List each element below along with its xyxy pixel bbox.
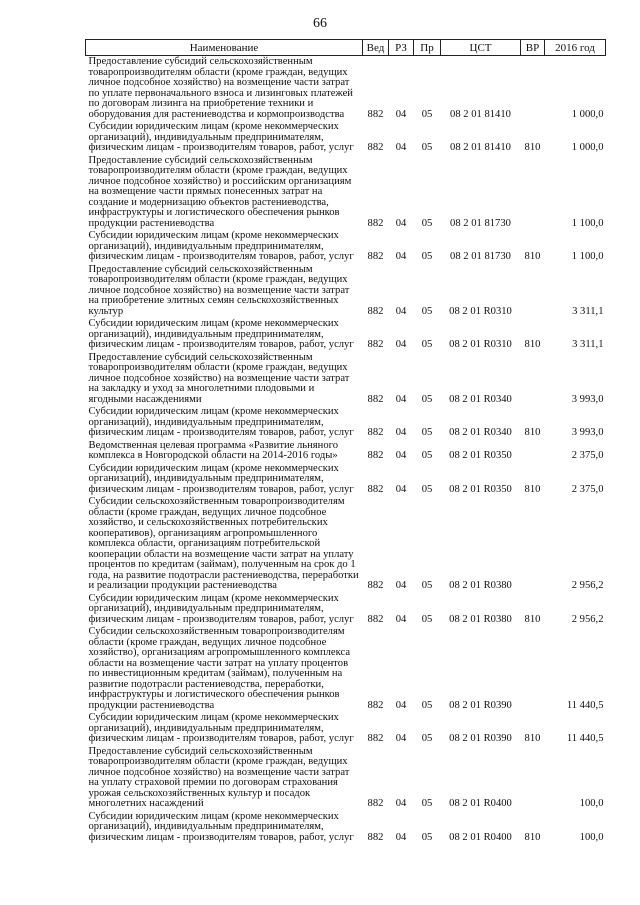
row-amount: 100,0 <box>579 798 604 809</box>
row-name: Субсидии юридическим лицам (кроме некоммерческих организаций), индивидуальным предпринимателям, физическим лицам - производителям товаров, работ, услуг <box>88 592 354 625</box>
row-vr: 810 <box>524 613 541 625</box>
row-pr: 05 <box>421 251 433 262</box>
row-amount: 3 311,1 <box>572 305 604 317</box>
header-name: Наименование <box>86 40 363 56</box>
row-pr: 05 <box>421 142 433 153</box>
row-pr: 05 <box>421 108 433 120</box>
table-row <box>86 440 606 463</box>
row-rz: 04 <box>395 483 407 495</box>
row-pr: 05 <box>421 613 433 625</box>
row-name: Субсидии сельскохозяйственным товаропроизводителям области (кроме граждан, ведущих личное подсобное хозяйство, и сельскохозяйственных потребительских кооперативов), организациям агропромышленного комплекса области, организациям потребительской кооперации области на возмещение части затрат на уплату процентов по кредитам (займам), полученным на срок до 1 года, на развитие подотрасли растениеводства, переработки и реализации продукции растениеводства <box>88 496 359 591</box>
budget-table <box>85 39 606 844</box>
row-rz: 04 <box>395 142 407 153</box>
row-rz: 04 <box>395 427 407 438</box>
row-name: Субсидии юридическим лицам (кроме некоммерческих организаций), индивидуальным предпринимателям, физическим лицам - производителям товаров, работ, услуг <box>88 121 354 153</box>
row-vr <box>521 56 545 122</box>
row-rz: 04 <box>395 339 407 350</box>
table-row <box>86 121 606 155</box>
row-cst: 08 2 01 R0400 <box>449 831 512 843</box>
row-cst: 08 2 01 R0380 <box>449 580 512 591</box>
row-vr: 810 <box>524 339 541 350</box>
row-name: Ведомственная целевая программа «Развитие льняного комплекса в Новгородской области на 2014-2016 годы» <box>88 439 338 461</box>
row-cst: 08 2 01 R0310 <box>449 339 512 350</box>
table-row <box>86 406 606 440</box>
row-cst: 08 2 01 81730 <box>450 251 511 262</box>
row-cst: 08 2 01 81730 <box>450 217 511 229</box>
row-ved: 882 <box>367 798 384 809</box>
row-ved: 882 <box>367 217 384 229</box>
row-pr: 05 <box>421 580 433 591</box>
row-ved: 882 <box>367 613 384 625</box>
row-rz: 04 <box>395 733 407 744</box>
header-year: 2016 год <box>545 40 606 56</box>
row-amount: 2 956,2 <box>571 613 604 625</box>
row-pr: 05 <box>421 450 433 461</box>
row-vr <box>521 440 545 463</box>
row-amount: 3 311,1 <box>572 339 604 350</box>
row-vr: 810 <box>524 142 541 153</box>
row-pr: 05 <box>421 305 433 317</box>
row-amount: 1 000,0 <box>571 142 604 153</box>
row-amount: 11 440,5 <box>566 733 604 744</box>
row-vr <box>521 496 545 593</box>
table-row <box>86 626 606 712</box>
row-rz: 04 <box>395 580 407 591</box>
row-amount: 1 000,0 <box>571 108 604 120</box>
row-rz: 04 <box>395 699 407 711</box>
header-ved: Вед <box>363 40 389 56</box>
table-row <box>86 264 606 319</box>
row-ved: 882 <box>367 339 384 350</box>
row-name: Предоставление субсидий сельскохозяйственным товаропроизводителям области (кроме граждан, ведущих личное подсобное хозяйство) на возмещение части затрат по уплате первоначального взноса и лизинговых платежей по договорам лизинга на приобретение техники и оборудования для растениеводства и кормопроизводства <box>88 56 353 120</box>
table-row <box>86 746 606 811</box>
header-vr: ВР <box>521 40 545 56</box>
row-ved: 882 <box>367 251 384 262</box>
row-ved: 882 <box>367 393 384 405</box>
row-vr <box>521 352 545 407</box>
row-cst: 08 2 01 R0350 <box>449 450 512 461</box>
row-ved: 882 <box>367 108 384 120</box>
header-rz: РЗ <box>389 40 414 56</box>
row-ved: 882 <box>367 733 384 744</box>
row-name: Предоставление субсидий сельскохозяйственным товаропроизводителям области (кроме граждан, ведущих личное подсобное хозяйство) на возмещение части затрат на приобретение элитных семян сельскохозяйственных культур <box>88 263 350 317</box>
row-amount: 2 375,0 <box>571 450 604 461</box>
row-pr: 05 <box>421 831 433 843</box>
row-cst: 08 2 01 R0400 <box>449 798 512 809</box>
row-ved: 882 <box>367 699 384 711</box>
row-name: Субсидии юридическим лицам (кроме некоммерческих организаций), индивидуальным предпринимателям, физическим лицам - производителям товаров, работ, услуг <box>88 712 354 744</box>
row-rz: 04 <box>395 305 407 317</box>
row-name: Предоставление субсидий сельскохозяйственным товаропроизводителям области (кроме граждан, ведущих личное подсобное хозяйство) на возмещение части затрат на закладку и уход за многолетними плодовыми и ягодными насаждениями <box>88 351 350 405</box>
row-amount: 3 993,0 <box>571 393 604 405</box>
row-ved: 882 <box>367 483 384 495</box>
row-name: Предоставление субсидий сельскохозяйственным товаропроизводителям области (кроме граждан, ведущих личное подсобное хозяйство) на возмещение части затрат на уплату страховой премии по договорам страхования урожая сельскохозяйственных культур и посадок многолетних насаждений <box>88 745 350 809</box>
row-name: Субсидии юридическим лицам (кроме некоммерческих организаций), индивидуальным предпринимателям, физическим лицам - производителям товаров, работ, услуг <box>88 462 354 495</box>
row-vr: 810 <box>524 483 541 495</box>
row-name: Субсидии юридическим лицам (кроме некоммерческих организаций), индивидуальным предпринимателям, физическим лицам - производителям товаров, работ, услуг <box>88 810 354 843</box>
row-vr <box>521 746 545 811</box>
row-name: Предоставление субсидий сельскохозяйственным товаропроизводителям области (кроме граждан, ведущих личное подсобное хозяйство) и российским организациям на возмещение части прямых понесенных затрат на создание и модернизацию объектов растениеводства, инфраструктуры и логистического обеспечения рынков продукции растениеводства <box>88 154 352 229</box>
row-cst: 08 2 01 R0310 <box>449 305 512 317</box>
row-rz: 04 <box>395 450 407 461</box>
table-row <box>86 230 606 264</box>
row-cst: 08 2 01 R0350 <box>449 483 512 495</box>
row-vr: 810 <box>524 427 541 438</box>
row-amount: 2 375,0 <box>571 483 604 495</box>
row-pr: 05 <box>421 798 433 809</box>
row-pr: 05 <box>421 339 433 350</box>
row-vr: 810 <box>524 733 541 744</box>
table-row <box>86 496 606 593</box>
page-number: 66 <box>313 16 327 31</box>
row-amount: 2 956,2 <box>571 580 604 591</box>
row-ved: 882 <box>367 142 384 153</box>
row-vr <box>521 626 545 712</box>
row-vr <box>521 155 545 231</box>
table-row <box>86 712 606 746</box>
row-cst: 08 2 01 R0340 <box>449 393 512 405</box>
table-row <box>86 56 606 122</box>
row-pr: 05 <box>421 393 433 405</box>
row-rz: 04 <box>395 831 407 843</box>
row-vr <box>521 264 545 319</box>
table-row <box>86 155 606 231</box>
row-name: Субсидии юридическим лицам (кроме некоммерческих организаций), индивидуальным предпринимателям, физическим лицам - производителям товаров, работ, услуг <box>88 406 354 438</box>
row-amount: 11 440,5 <box>566 699 604 711</box>
row-rz: 04 <box>395 217 407 229</box>
row-ved: 882 <box>367 580 384 591</box>
row-cst: 08 2 01 R0380 <box>449 613 512 625</box>
table-row <box>86 318 606 352</box>
header-cst: ЦСТ <box>441 40 521 56</box>
row-pr: 05 <box>421 427 433 438</box>
row-rz: 04 <box>395 108 407 120</box>
row-cst: 08 2 01 81410 <box>450 142 511 153</box>
row-amount: 1 100,0 <box>571 217 604 229</box>
row-pr: 05 <box>421 483 433 495</box>
row-cst: 08 2 01 R0340 <box>449 427 512 438</box>
table-body <box>86 56 606 845</box>
row-pr: 05 <box>421 733 433 744</box>
row-vr: 810 <box>524 831 541 843</box>
row-amount: 3 993,0 <box>571 427 604 438</box>
row-cst: 08 2 01 R0390 <box>449 699 512 711</box>
row-name: Субсидии сельскохозяйственным товаропроизводителям области (кроме граждан, ведущих личное подсобное хозяйство), организациям агропромышленного комплекса области на возмещение части затрат на уплату процентов по инвестиционным кредитам (займам), полученным на развитие подотрасли растениеводства, переработки, инфраструктуры и логистического обеспечения рынков продукции растениеводства <box>88 626 351 711</box>
row-cst: 08 2 01 81410 <box>450 108 511 120</box>
row-rz: 04 <box>395 251 407 262</box>
table-row <box>86 811 606 845</box>
row-name: Субсидии юридическим лицам (кроме некоммерческих организаций), индивидуальным предпринимателям, физическим лицам - производителям товаров, работ, услуг <box>88 318 354 350</box>
table-row <box>86 593 606 627</box>
row-ved: 882 <box>367 427 384 438</box>
row-amount: 1 100,0 <box>571 251 604 262</box>
table-row <box>86 463 606 497</box>
row-ved: 882 <box>367 831 384 843</box>
table-header <box>86 40 606 56</box>
header-pr: Пр <box>414 40 441 56</box>
row-amount: 100,0 <box>579 831 604 843</box>
row-rz: 04 <box>395 393 407 405</box>
table-row <box>86 352 606 407</box>
row-cst: 08 2 01 R0390 <box>449 733 512 744</box>
row-name: Субсидии юридическим лицам (кроме некоммерческих организаций), индивидуальным предпринимателям, физическим лицам - производителям товаров, работ, услуг <box>88 230 354 262</box>
row-rz: 04 <box>395 798 407 809</box>
row-pr: 05 <box>421 217 433 229</box>
row-rz: 04 <box>395 613 407 625</box>
row-ved: 882 <box>367 305 384 317</box>
row-vr: 810 <box>524 251 541 262</box>
row-ved: 882 <box>367 450 384 461</box>
row-pr: 05 <box>421 699 433 711</box>
